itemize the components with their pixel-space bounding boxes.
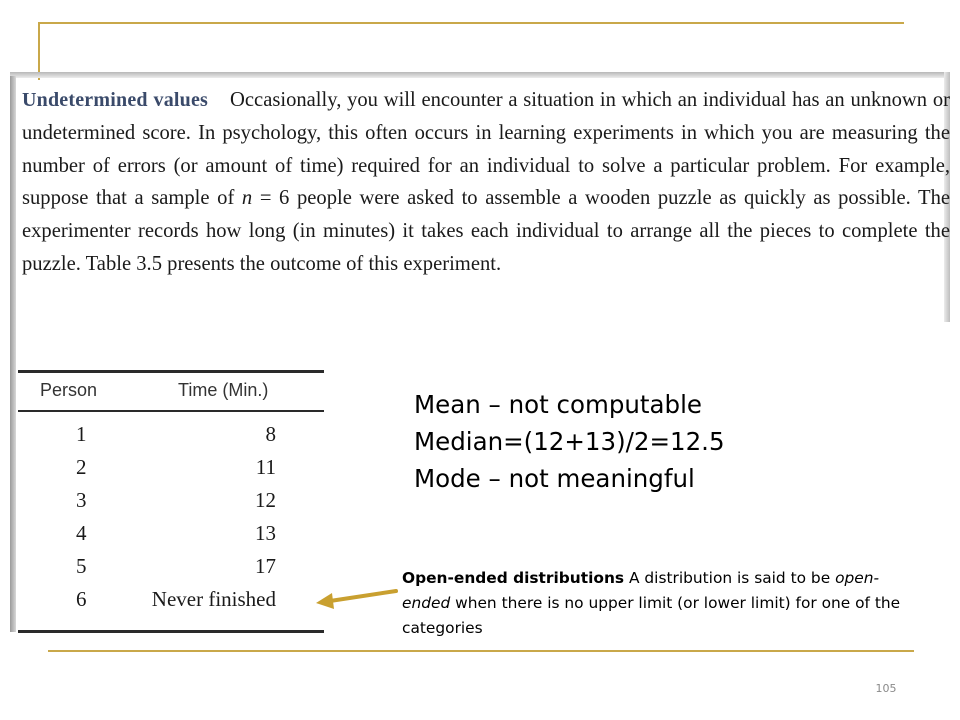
- note-italic-term: open-ended: [402, 569, 880, 612]
- cell-time: 13: [255, 521, 276, 545]
- column-header-time: Time (Min.): [178, 380, 269, 400]
- excerpt-text-part-2: = 6 people were asked to assemble a wooden puzzle as quickly as possible. The experimenter records how long (in minutes) it takes each individual to arrange all the pieces to complete the puzzle. Table 3.5 presents the outcome of this experiment.: [22, 187, 951, 275]
- table-row: [18, 587, 324, 620]
- cell-time: 17: [255, 554, 276, 578]
- cell-person: 1: [76, 422, 87, 446]
- arrow-icon: [308, 582, 400, 612]
- cell-person: 5: [76, 554, 87, 578]
- decorative-top-line: [38, 22, 904, 24]
- summary-statistics: [414, 386, 725, 497]
- table-header-rule: [18, 410, 324, 412]
- cell-time: 11: [255, 455, 276, 479]
- excerpt-paragraph: [22, 84, 950, 281]
- excerpt-heading: Undetermined values: [22, 89, 209, 111]
- table-row: [18, 488, 324, 521]
- open-ended-note: [402, 566, 922, 641]
- table-row: [18, 422, 324, 455]
- cell-time: Never finished: [151, 587, 276, 611]
- mode-line: Mode – not meaningful: [414, 464, 695, 493]
- note-text-part-1: A distribution is said to be: [624, 569, 836, 587]
- table-row: [18, 455, 324, 488]
- table-row: [18, 521, 324, 554]
- note-term: Open-ended distributions: [402, 569, 625, 587]
- cell-time: 12: [255, 488, 276, 512]
- column-header-person: Person: [40, 380, 98, 400]
- note-text-part-2: when there is no upper limit (or lower limit) for one of the categories: [402, 594, 901, 637]
- table-row: [18, 554, 324, 587]
- excerpt-text-part-1: Occasionally, you will encounter a situation in which an individual has an unknown or undetermined score. In psychology, this often occurs in learning experiments in which you are measuring the number of errors (or amount of time) required for an individual to solve a particular problem. For example, suppose that a sample of: [22, 89, 950, 210]
- mean-line: Mean – not computable: [414, 390, 702, 419]
- cell-person: 6: [76, 587, 87, 611]
- median-line: Median=(12+13)/2=12.5: [414, 427, 725, 456]
- scan-edge-top: [10, 72, 950, 78]
- table-bottom-rule: [18, 630, 324, 633]
- page-number: 105: [875, 682, 897, 695]
- table-top-rule: [18, 370, 324, 373]
- cell-time: 8: [265, 422, 276, 446]
- cell-person: 3: [76, 488, 87, 512]
- cell-person: 2: [76, 455, 87, 479]
- decorative-bottom-line: [48, 650, 914, 652]
- excerpt-n-symbol: n: [241, 187, 253, 210]
- scan-edge-left: [10, 76, 16, 632]
- cell-person: 4: [76, 521, 87, 545]
- textbook-excerpt-image: [10, 72, 950, 632]
